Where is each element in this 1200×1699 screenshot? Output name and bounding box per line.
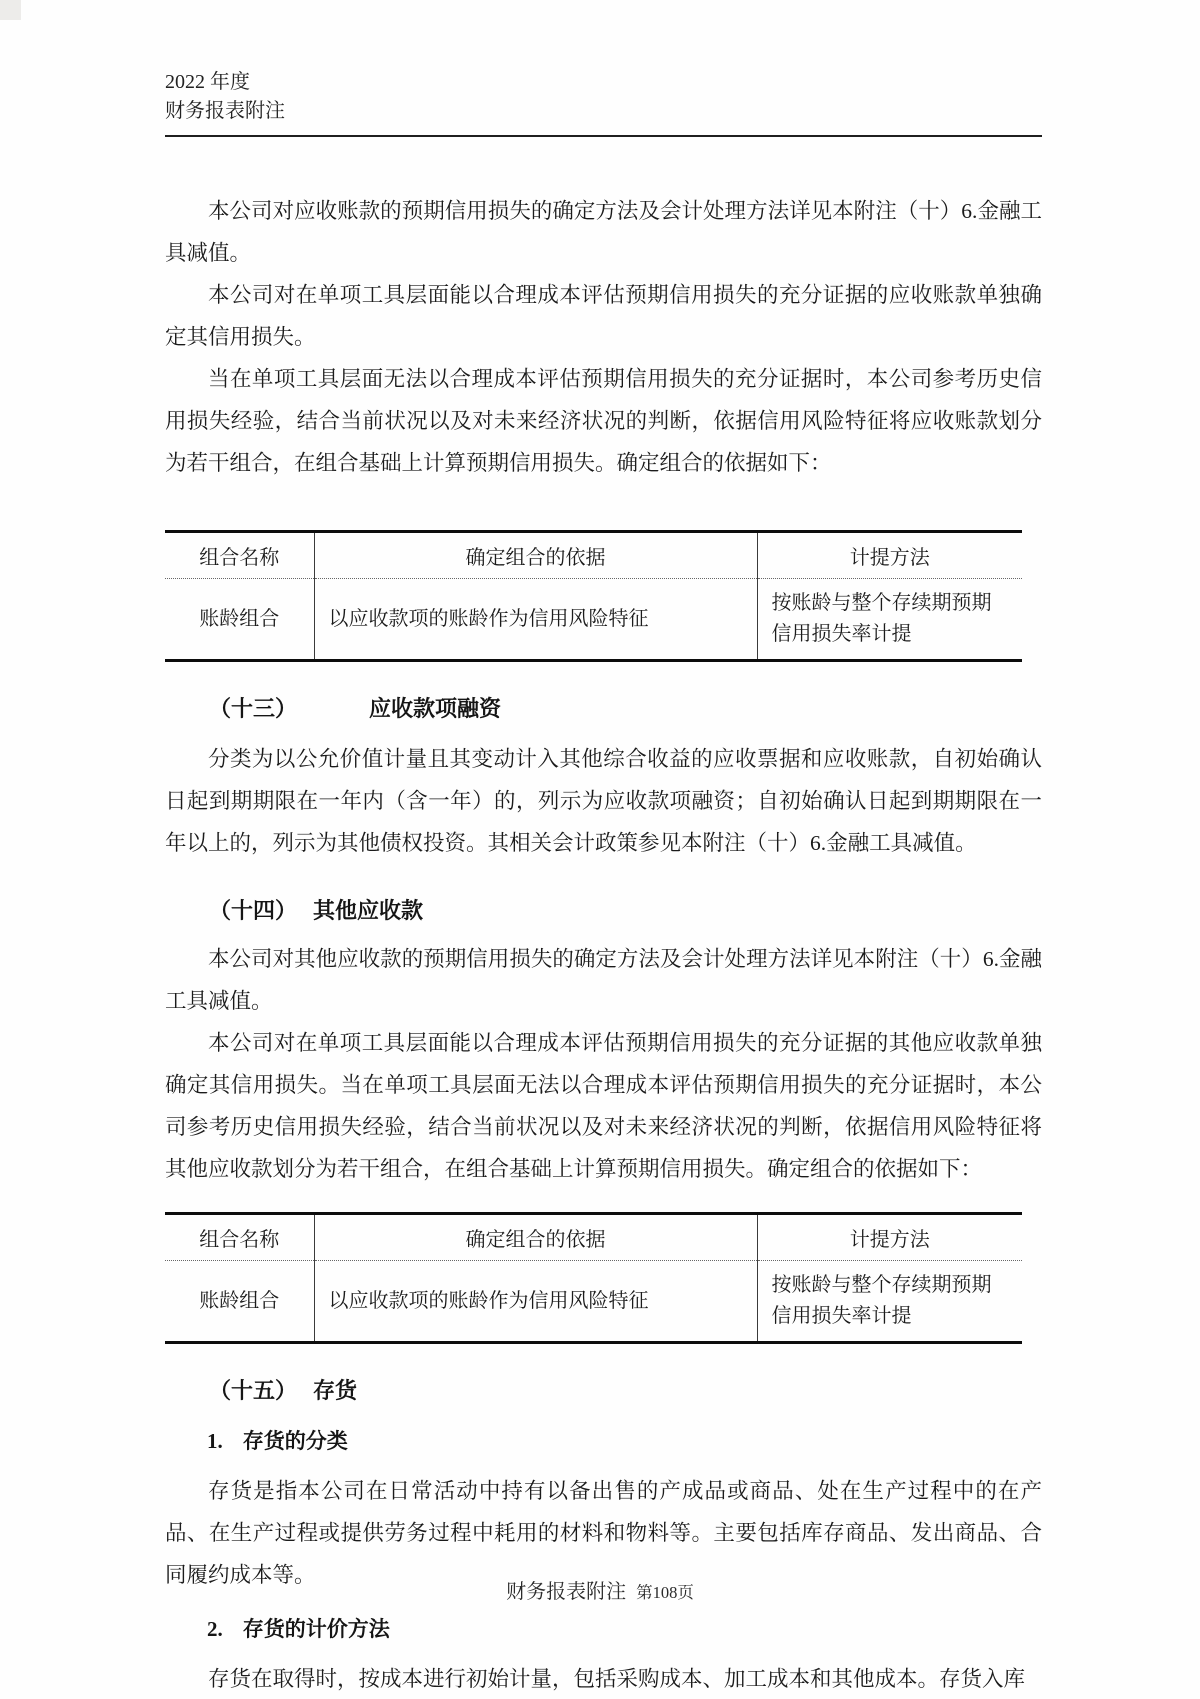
table-cell-method: 按账龄与整个存续期预期信用损失率计提 [757, 1261, 1022, 1343]
page-footer [0, 1575, 1200, 1604]
table-cell-method: 按账龄与整个存续期预期信用损失率计提 [757, 579, 1022, 661]
header-doc-title: 财务报表附注 [165, 100, 285, 122]
paragraph-inventory-valuation: 存货在取得时，按成本进行初始计量，包括采购成本、加工成本和其他成本。存货入库 [208, 1667, 1026, 1691]
sub-number: 1. [207, 1429, 223, 1453]
section-title: 应收款项融资 [369, 696, 502, 721]
paragraph-intro-2: 本公司对在单项工具层面能以合理成本评估预期信用损失的充分证据的应收账款单独确定其信用损失。 [165, 283, 1042, 349]
sub-heading-inventory-classification [165, 1422, 1042, 1460]
section-number: （十四） [209, 898, 298, 923]
table-cell-basis: 以应收款项的账龄作为信用风险特征 [314, 1261, 757, 1343]
table-header-cell: 确定组合的依据 [314, 1214, 757, 1261]
corner-mark [0, 0, 21, 20]
sub-title: 存货的分类 [242, 1429, 348, 1453]
footer-doc-title: 财务报表附注 [506, 1581, 627, 1603]
section-title: 存货 [313, 1378, 358, 1403]
section-number: （十五） [209, 1378, 298, 1403]
section-heading-15 [165, 1374, 1042, 1408]
section-heading-14 [165, 894, 1042, 928]
table-row [165, 1261, 1022, 1343]
table-cell-basis: 以应收款项的账龄作为信用风险特征 [314, 579, 757, 661]
section-heading-13 [165, 692, 1042, 726]
paragraph-section14-2: 本公司对在单项工具层面能以合理成本评估预期信用损失的充分证据的其他应收款单独确定其信用损失。当在单项工具层面无法以合理成本评估预期信用损失的充分证据时，本公司参考历史信用损失经验，结合当前状况以及对未来经济状况的判断，依据信用风险特征将其他应收款划分为若干组合，在组合基础上计算预期信用损失。确定组合的依据如下： [165, 1031, 1042, 1181]
combo-table-receivables [165, 530, 1022, 662]
sub-title: 存货的计价方法 [242, 1617, 390, 1641]
paragraph-section14-1: 本公司对其他应收款的预期信用损失的确定方法及会计处理方法详见本附注（十）6.金融工具减值。 [165, 947, 1042, 1013]
table-header-cell: 确定组合的依据 [314, 532, 757, 579]
section-title: 其他应收款 [313, 898, 424, 923]
paragraph-intro-1: 本公司对应收账款的预期信用损失的确定方法及会计处理方法详见本附注（十）6.金融工具减值。 [165, 199, 1042, 265]
page-header [165, 0, 1042, 137]
sub-heading-inventory-valuation [165, 1610, 1042, 1648]
paragraph-intro-3: 当在单项工具层面无法以合理成本评估预期信用损失的充分证据时，本公司参考历史信用损失经验，结合当前状况以及对未来经济状况的判断，依据信用风险特征将应收账款划分为若干组合，在组合基础上计算预期信用损失。确定组合的依据如下： [165, 367, 1042, 475]
table-cell-portfolio-name: 账龄组合 [199, 1289, 280, 1312]
combo-table-other-receivables [165, 1212, 1022, 1344]
header-year: 2022 年度 [165, 71, 250, 93]
header-rule [165, 135, 1042, 137]
table-cell-portfolio-name: 账龄组合 [199, 607, 280, 630]
section-number: （十三） [209, 696, 298, 721]
table-header-row [165, 1214, 1022, 1261]
table-header-cell: 计提方法 [757, 1214, 1022, 1261]
sub-number: 2. [207, 1617, 223, 1641]
table-header-cell: 计提方法 [757, 532, 1022, 579]
table-header-row [165, 532, 1022, 579]
table-row [165, 579, 1022, 661]
table-header-cell: 组合名称 [165, 1214, 314, 1261]
table-header-cell: 组合名称 [165, 532, 314, 579]
footer-page-number: 第108页 [636, 1583, 694, 1602]
paragraph-inventory-classification: 存货是指本公司在日常活动中持有以备出售的产成品或商品、处在生产过程中的在产品、在生产过程或提供劳务过程中耗用的材料和物料等。主要包括库存商品、发出商品、合同履约成本等。 [165, 1479, 1042, 1587]
paragraph-section13: 分类为以公允价值计量且其变动计入其他综合收益的应收票据和应收账款，自初始确认日起到期期限在一年内（含一年）的，列示为应收款项融资；自初始确认日起到期期限在一年以上的，列示为其他债权投资。其相关会计政策参见本附注（十）6.金融工具减值。 [165, 747, 1042, 855]
